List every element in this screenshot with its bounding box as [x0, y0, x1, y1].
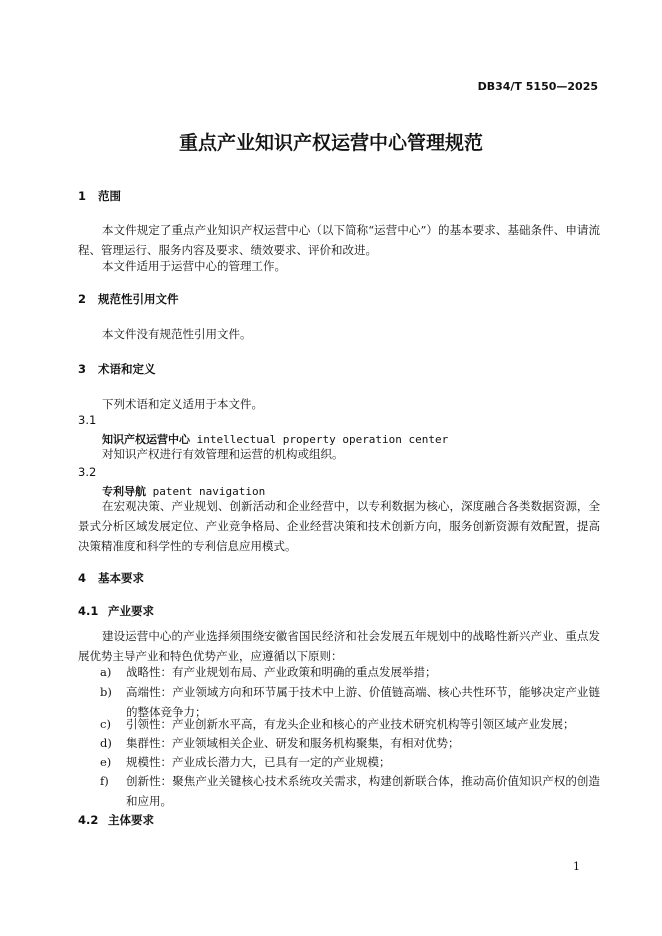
document-title: 重点产业知识产权运营中心管理规范 [178, 132, 483, 154]
list-item-label: c) [100, 717, 111, 731]
section-1-paragraph-1: 本文件规定了重点产业知识产权运营中心（以下简称“运营中心”）的基本要求、基础条件、申请流程、管理运行、服务内容及要求、绩效要求、评价和改进。 [78, 223, 600, 257]
section-2-paragraph-1: 本文件没有规范性引用文件。 [102, 327, 252, 341]
term-3-2-definition: 在宏观决策、产业规划、创新活动和企业经营中，以专利数据为核心，深度融合各类数据资源，全景式分析区域发展定位、产业竞争格局、企业经营决策和技术创新方向，服务创新资源有效配置，提高决策精准度和科学性的专利信息应用模式。 [78, 499, 600, 553]
section-number: 4.2 [78, 813, 99, 827]
term-en: patent navigation [152, 485, 266, 498]
section-3-intro: 下列术语和定义适用于本文件。 [102, 397, 263, 411]
list-item-text: 规模性：产业成长潜力大，已具有一定的产业规模； [126, 755, 391, 769]
list-item-text: 引领性：产业创新水平高，有龙头企业和核心的产业技术研究机构等引领区域产业发展； [126, 717, 575, 731]
list-item-label: a) [100, 665, 112, 679]
list-item-label: d) [100, 736, 112, 750]
standard-code: DB34/T 5150—2025 [477, 80, 598, 93]
term-en: intellectual property operation center [196, 433, 449, 446]
section-4-2-heading [78, 812, 154, 828]
section-number: 2 [78, 292, 87, 306]
list-item-text: 创新性：聚焦产业关键核心技术系统攻关需求，构建创新联合体，推动高价值知识产权的创造和应用。 [126, 774, 600, 808]
section-title: 产业要求 [108, 604, 155, 618]
section-title: 规范性引用文件 [98, 292, 179, 306]
list-item-text: 集群性：产业领域相关企业、研发和服务机构聚集，有相对优势； [126, 736, 460, 750]
section-4-1-heading [78, 603, 154, 619]
list-item-label: e) [100, 755, 112, 769]
section-2-heading [78, 291, 179, 307]
list-item [100, 733, 600, 753]
section-title: 基本要求 [98, 571, 145, 585]
list-item-label: f) [100, 774, 109, 788]
section-1-paragraph-2: 本文件适用于运营中心的管理工作。 [102, 259, 286, 273]
section-number: 1 [78, 189, 87, 203]
section-3-heading [78, 361, 156, 377]
term-3-1-definition: 对知识产权进行有效管理和运营的机构或组织。 [102, 447, 344, 461]
section-number: 3 [78, 362, 87, 376]
list-item [100, 714, 600, 734]
term-zh: 知识产权运营中心 [102, 433, 190, 446]
section-title: 主体要求 [108, 813, 155, 827]
section-4-1-intro: 建设运营中心的产业选择须围绕安徽省国民经济和社会发展五年规划中的战略性新兴产业、重点发展优势主导产业和特色优势产业，应遵循以下原则： [78, 629, 600, 663]
section-4-heading [78, 570, 144, 586]
term-3-1-number: 3.1 [78, 413, 97, 427]
section-title: 范围 [98, 189, 122, 203]
page-number: 1 [573, 860, 580, 873]
section-title: 术语和定义 [98, 362, 156, 376]
section-1-heading [78, 188, 121, 204]
list-item [100, 752, 600, 772]
term-zh: 专利导航 [102, 485, 146, 498]
section-number: 4.1 [78, 604, 99, 618]
section-number: 4 [78, 571, 87, 585]
list-item [100, 771, 600, 811]
list-item-text: 战略性：有产业规划布局、产业政策和明确的重点发展举措； [126, 665, 437, 679]
list-item-text: 高端性：产业领域方向和环节属于技术中上游、价值链高端、核心共性环节，能够决定产业链的整体竞争力； [126, 685, 600, 719]
term-3-2-number: 3.2 [78, 465, 97, 479]
list-item [100, 662, 600, 682]
list-item-label: b) [100, 685, 112, 699]
